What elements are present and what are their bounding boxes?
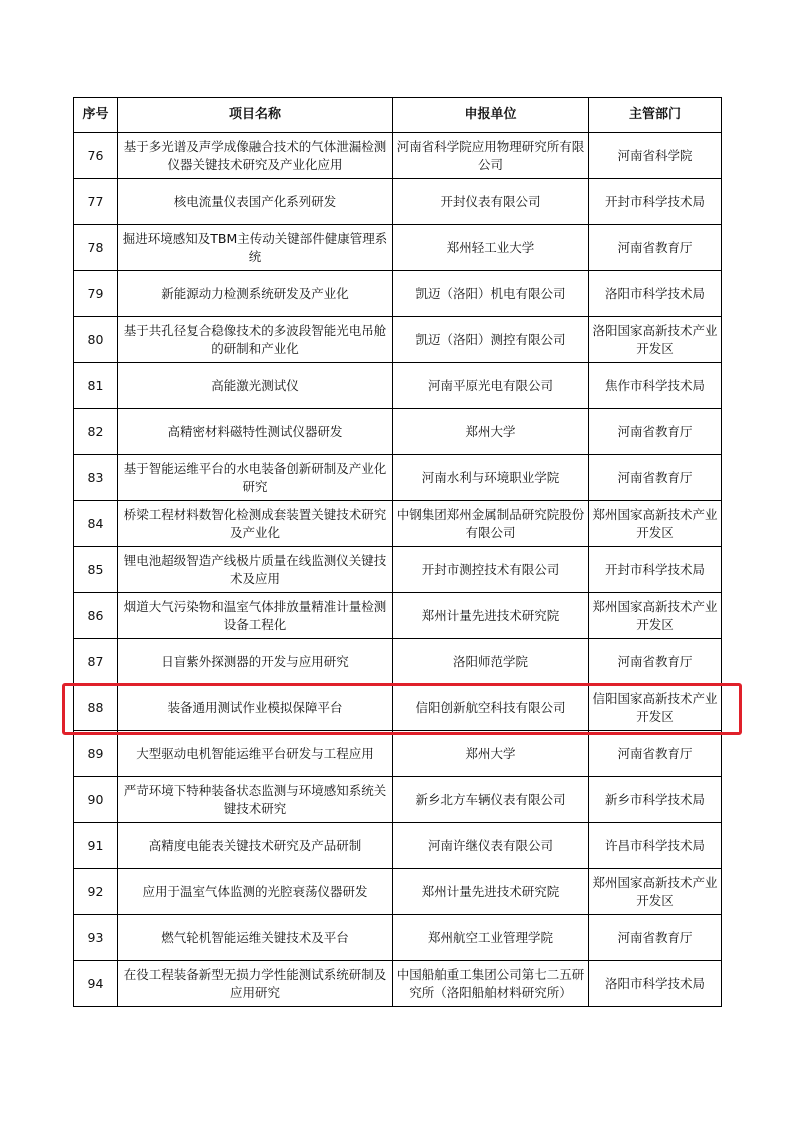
table-row: [74, 593, 722, 639]
project-table: [73, 97, 722, 1007]
cell-dept: 郑州国家高新技术产业开发区: [589, 869, 722, 915]
cell-unit: 郑州航空工业管理学院: [393, 915, 589, 961]
cell-no: 92: [74, 869, 118, 915]
cell-no: 80: [74, 317, 118, 363]
cell-dept: 河南省教育厅: [589, 639, 722, 685]
cell-no: 85: [74, 547, 118, 593]
cell-project: 掘进环境感知及TBM主传动关键部件健康管理系统: [118, 225, 393, 271]
cell-dept: 河南省教育厅: [589, 409, 722, 455]
cell-no: 93: [74, 915, 118, 961]
cell-unit: 中国船舶重工集团公司第七二五研究所（洛阳船舶材料研究所）: [393, 961, 589, 1007]
cell-unit: 凯迈（洛阳）测控有限公司: [393, 317, 589, 363]
cell-no: 79: [74, 271, 118, 317]
cell-no: 82: [74, 409, 118, 455]
cell-no: 89: [74, 731, 118, 777]
cell-no: 91: [74, 823, 118, 869]
cell-dept: 郑州国家高新技术产业开发区: [589, 593, 722, 639]
cell-unit: 中钢集团郑州金属制品研究院股份有限公司: [393, 501, 589, 547]
table-row: [74, 455, 722, 501]
cell-project: 新能源动力检测系统研发及产业化: [118, 271, 393, 317]
cell-project: 日盲紫外探测器的开发与应用研究: [118, 639, 393, 685]
cell-dept: 河南省教育厅: [589, 455, 722, 501]
cell-no: 94: [74, 961, 118, 1007]
cell-dept: 洛阳市科学技术局: [589, 271, 722, 317]
cell-unit: 郑州大学: [393, 409, 589, 455]
cell-project: 桥梁工程材料数智化检测成套装置关键技术研究及产业化: [118, 501, 393, 547]
cell-project: 应用于温室气体监测的光腔衰荡仪器研发: [118, 869, 393, 915]
cell-dept: 信阳国家高新技术产业开发区: [589, 685, 722, 731]
cell-no: 76: [74, 133, 118, 179]
cell-unit: 河南平原光电有限公司: [393, 363, 589, 409]
table-row: [74, 869, 722, 915]
cell-no: 88: [74, 685, 118, 731]
cell-unit: 开封仪表有限公司: [393, 179, 589, 225]
table-row: [74, 363, 722, 409]
cell-unit: 信阳创新航空科技有限公司: [393, 685, 589, 731]
cell-dept: 开封市科学技术局: [589, 179, 722, 225]
cell-project: 在役工程装备新型无损力学性能测试系统研制及应用研究: [118, 961, 393, 1007]
table-row: [74, 225, 722, 271]
table-row: [74, 133, 722, 179]
cell-dept: 河南省教育厅: [589, 225, 722, 271]
header-unit: 申报单位: [393, 98, 589, 133]
cell-no: 81: [74, 363, 118, 409]
table-row: [74, 731, 722, 777]
table-row: [74, 915, 722, 961]
cell-project: 严苛环境下特种装备状态监测与环境感知系统关键技术研究: [118, 777, 393, 823]
cell-project: 锂电池超级智造产线极片质量在线监测仪关键技术及应用: [118, 547, 393, 593]
cell-project: 装备通用测试作业模拟保障平台: [118, 685, 393, 731]
cell-project: 烟道大气污染物和温室气体排放量精准计量检测设备工程化: [118, 593, 393, 639]
cell-dept: 许昌市科学技术局: [589, 823, 722, 869]
cell-no: 83: [74, 455, 118, 501]
table-row: [74, 639, 722, 685]
cell-dept: 开封市科学技术局: [589, 547, 722, 593]
cell-project: 高精密材料磁特性测试仪器研发: [118, 409, 393, 455]
cell-project: 基于智能运维平台的水电装备创新研制及产业化研究: [118, 455, 393, 501]
cell-dept: 洛阳国家高新技术产业开发区: [589, 317, 722, 363]
cell-dept: 河南省教育厅: [589, 731, 722, 777]
cell-project: 高能激光测试仪: [118, 363, 393, 409]
cell-no: 90: [74, 777, 118, 823]
cell-project: 核电流量仪表国产化系列研发: [118, 179, 393, 225]
cell-unit: 河南许继仪表有限公司: [393, 823, 589, 869]
cell-no: 86: [74, 593, 118, 639]
table-row: [74, 409, 722, 455]
table-header-row: [74, 98, 722, 133]
cell-project: 大型驱动电机智能运维平台研发与工程应用: [118, 731, 393, 777]
cell-project: 基于共孔径复合稳像技术的多波段智能光电吊舱的研制和产业化: [118, 317, 393, 363]
table-row: [74, 961, 722, 1007]
cell-no: 78: [74, 225, 118, 271]
cell-unit: 凯迈（洛阳）机电有限公司: [393, 271, 589, 317]
cell-dept: 河南省科学院: [589, 133, 722, 179]
table-row: [74, 179, 722, 225]
cell-unit: 洛阳师范学院: [393, 639, 589, 685]
table-row: [74, 547, 722, 593]
cell-dept: 洛阳市科学技术局: [589, 961, 722, 1007]
cell-project: 高精度电能表关键技术研究及产品研制: [118, 823, 393, 869]
table-row: [74, 317, 722, 363]
cell-no: 87: [74, 639, 118, 685]
header-no: 序号: [74, 98, 118, 133]
table-row: [74, 823, 722, 869]
cell-unit: 河南水利与环境职业学院: [393, 455, 589, 501]
header-dept: 主管部门: [589, 98, 722, 133]
cell-unit: 河南省科学院应用物理研究所有限公司: [393, 133, 589, 179]
cell-dept: 河南省教育厅: [589, 915, 722, 961]
cell-unit: 郑州大学: [393, 731, 589, 777]
highlight-box: [62, 683, 742, 735]
cell-dept: 新乡市科学技术局: [589, 777, 722, 823]
cell-dept: 郑州国家高新技术产业开发区: [589, 501, 722, 547]
cell-unit: 新乡北方车辆仪表有限公司: [393, 777, 589, 823]
table-row: [74, 501, 722, 547]
header-project: 项目名称: [118, 98, 393, 133]
cell-unit: 郑州轻工业大学: [393, 225, 589, 271]
cell-dept: 焦作市科学技术局: [589, 363, 722, 409]
cell-project: 燃气轮机智能运维关键技术及平台: [118, 915, 393, 961]
table-row: [74, 777, 722, 823]
cell-no: 84: [74, 501, 118, 547]
cell-unit: 郑州计量先进技术研究院: [393, 593, 589, 639]
cell-unit: 郑州计量先进技术研究院: [393, 869, 589, 915]
cell-project: 基于多光谱及声学成像融合技术的气体泄漏检测仪器关键技术研究及产业化应用: [118, 133, 393, 179]
table-row: [74, 271, 722, 317]
cell-unit: 开封市测控技术有限公司: [393, 547, 589, 593]
cell-no: 77: [74, 179, 118, 225]
